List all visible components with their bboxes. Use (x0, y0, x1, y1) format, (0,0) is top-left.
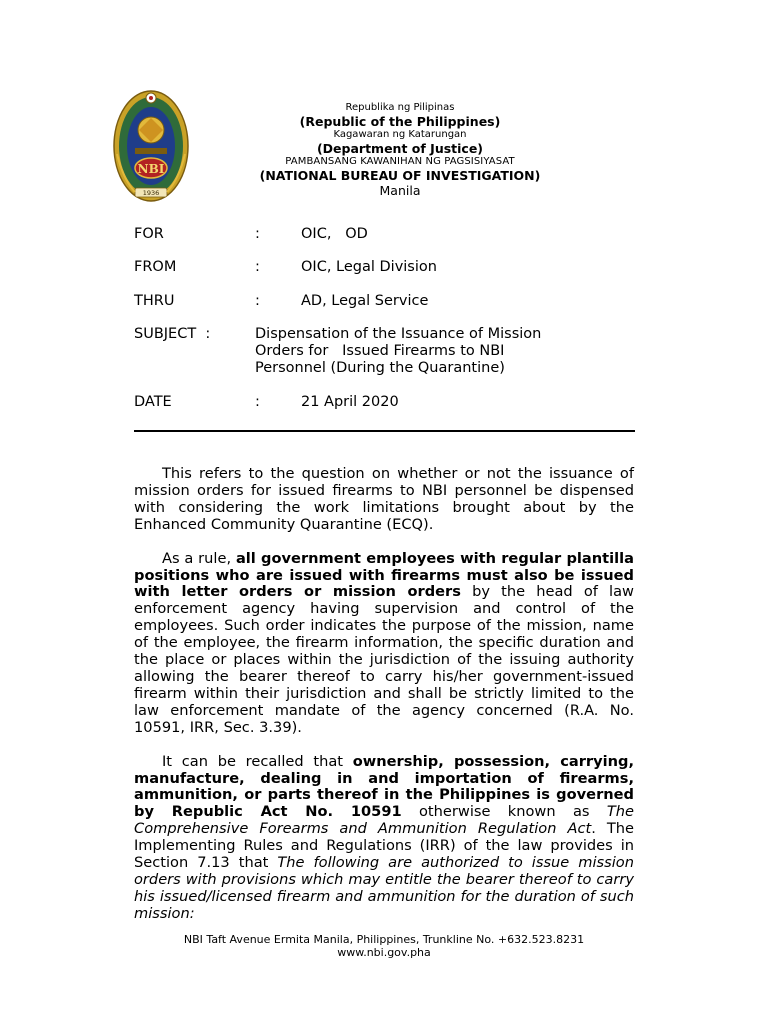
memo-subject-line-3: Personnel (During the Quarantine) (255, 360, 505, 376)
footer-address: NBI Taft Avenue Ermita Manila, Philippines, Trunkline No. +632.523.8231 (183, 933, 585, 946)
memo-from-row (134, 259, 634, 276)
letterhead-line-6: (NATIONAL BUREAU OF INVESTIGATION) (259, 168, 541, 183)
page-footer (134, 933, 634, 959)
memo-body (134, 466, 634, 940)
memo-colon: : (255, 226, 260, 242)
memo-for-value: OIC, OD (301, 226, 368, 242)
seal-year-text: 1936 (142, 189, 160, 197)
body-paragraph-2 (134, 551, 634, 737)
memo-colon: : (255, 293, 260, 309)
p3-text-e: . The Implementing Rules and Regulations (IRR) of the law provides in Section 7.13 that (134, 820, 635, 872)
memo-subject-value (255, 326, 634, 377)
body-paragraph-3 (134, 754, 634, 923)
footer-website: www.nbi.gov.pha (337, 946, 431, 959)
letterhead-line-3: Kagawaran ng Katarungan (333, 129, 467, 140)
memo-subject-row (134, 326, 634, 377)
letterhead-line-7: Manila (379, 183, 421, 198)
letterhead (230, 102, 570, 198)
letterhead-line-4: (Department of Justice) (316, 141, 484, 156)
memo-subject-line-2: Orders for Issued Firearms to NBI (255, 343, 505, 359)
memo-thru-row (134, 293, 634, 310)
memo-subject-line-1: Dispensation of the Issuance of Mission (255, 326, 542, 342)
memo-colon: : (255, 394, 260, 410)
p2-text-a: As a rule, (162, 549, 236, 567)
memo-colon: : (255, 259, 260, 275)
p3-bold-text: ownership, possession, carrying, manufacture, dealing in and importation of firearms, ammunition, or parts thereof in the Philippines is governed by Republic Act No. 10591 (134, 752, 634, 821)
memo-for-label: FOR (134, 226, 164, 242)
memo-for-row (134, 226, 634, 243)
nbi-seal-logo (113, 84, 189, 208)
memo-thru-value: AD, Legal Service (301, 293, 429, 309)
memo-date-row (134, 394, 634, 411)
p3-italic-quote: The following are authorized to issue mission orders with provisions which may entitle the bearer thereof to carry his issued/licensed firearm and ammunition for the duration of such mission: (134, 854, 634, 922)
p3-text-a: It can be recalled that (162, 752, 353, 770)
p2-text-c: by the head of law enforcement agency having supervision and control of the employees. Such order indicates the purpose of the mission, name of the employee, the firearm information, the specific duration and the place or places within the jurisdiction of the issuing authority allowing the bearer thereof to carry his/her government-issued firearm within their jurisdiction and shall be strictly limited to the law enforcement mandate of the agency concerned (R.A. No. 10591, IRR, Sec. 3.39). (134, 583, 634, 736)
memo-date-value: 21 April 2020 (301, 394, 399, 410)
memo-subject-label: SUBJECT : (134, 326, 211, 342)
memo-header (134, 226, 634, 411)
p2-bold-text: all government employees with regular plantilla positions who are issued with firearms must also be issued with letter orders or mission orders (134, 549, 634, 601)
memo-from-value: OIC, Legal Division (301, 259, 437, 275)
memo-thru-label: THRU (134, 293, 175, 309)
letterhead-line-2: (Republic of the Philippines) (299, 114, 501, 129)
p3-act-title: The Comprehensive Forearms and Ammunition Regulation Act (134, 803, 634, 838)
letterhead-line-1: Republika ng Pilipinas (345, 102, 455, 113)
p3-text-c: otherwise known as (401, 803, 607, 821)
seal-emblem-text: NBI (137, 162, 165, 176)
header-divider (134, 430, 635, 432)
body-paragraph-1: This refers to the question on whether or not the issuance of mission orders for issued firearms to NBI personnel be dispensed with considering the work limitations brought about by the Enhanced Community Quarantine (ECQ). (134, 465, 634, 533)
memo-from-label: FROM (134, 259, 177, 275)
memo-date-label: DATE (134, 394, 172, 410)
letterhead-line-5: PAMBANSANG KAWANIHAN NG PAGSISIYASAT (285, 156, 515, 167)
